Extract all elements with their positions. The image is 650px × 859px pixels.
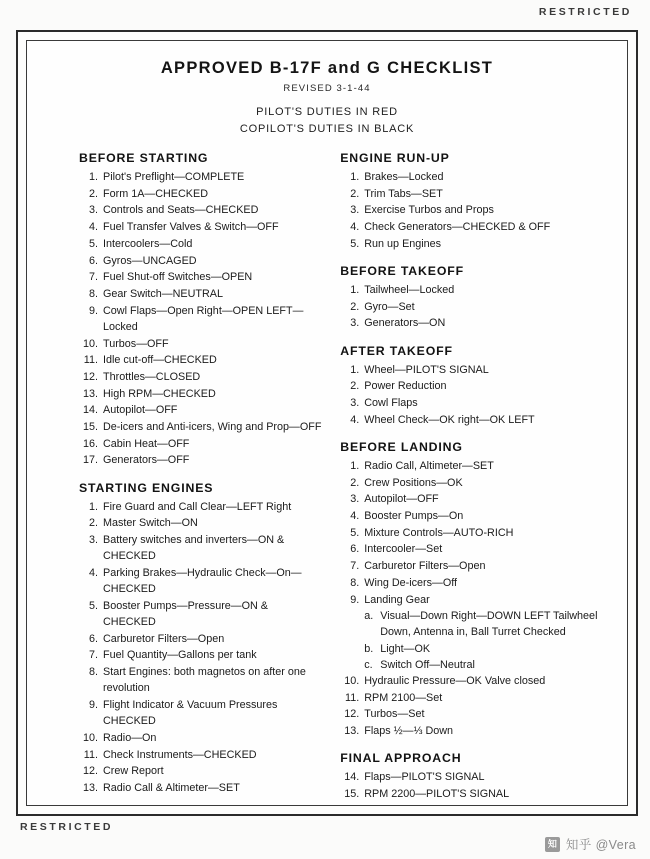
item-number: 11. [83, 354, 98, 367]
checklist-item[interactable] [340, 169, 609, 185]
item-number: 11. [83, 748, 98, 761]
page-title: APPROVED B-17F and G CHECKLIST [160, 59, 494, 77]
subitem-label: b. [364, 642, 374, 655]
restricted-footer: RESTRICTED [20, 821, 114, 833]
item-number: 1. [350, 459, 360, 472]
checklist-item[interactable] [79, 565, 322, 597]
checklist-item[interactable] [340, 706, 609, 722]
item-text: High RPM—CHECKED [103, 387, 216, 400]
item-number: 4. [350, 510, 360, 523]
item-number: 10. [82, 732, 98, 744]
item-number: 4. [88, 566, 98, 579]
item-number: 15. [82, 421, 98, 434]
item-number: 14. [344, 771, 360, 784]
item-text: Autopilot—OFF [364, 493, 439, 506]
item-text: Gear Switch—NEUTRAL [103, 287, 223, 300]
checklist-item[interactable] [79, 532, 322, 564]
item-text: Booster Pumps—On [364, 510, 464, 523]
item-text: Generators—OFF [103, 454, 190, 467]
item-number: 4. [350, 221, 360, 234]
item-text: Flaps—PILOT'S SIGNAL [364, 771, 485, 784]
checklist-item[interactable] [79, 747, 322, 763]
checklist-items [340, 769, 609, 802]
item-text: Parking Brakes—Hydraulic Check—On—CHECKED [103, 566, 302, 596]
item-number: 12. [82, 370, 98, 383]
checklist-item[interactable] [340, 458, 609, 474]
item-number: 2. [350, 476, 360, 489]
item-text: Hydraulic Pressure—OK Valve closed [364, 675, 546, 688]
item-text: Idle cut-off—CHECKED [103, 354, 217, 367]
checklist-item[interactable] [340, 186, 609, 202]
item-number: 5. [350, 526, 360, 539]
item-number: 7. [88, 271, 98, 284]
item-number: 9. [88, 699, 98, 712]
checklist-item[interactable] [79, 697, 322, 729]
checklist-item[interactable] [79, 202, 322, 218]
checklist-item[interactable] [79, 369, 322, 385]
item-number: 17. [82, 454, 98, 467]
watermark [545, 835, 636, 853]
subitem-label: a. [364, 610, 374, 623]
checklist-items [340, 169, 609, 252]
item-number: 8. [88, 287, 98, 300]
checklist-item[interactable] [340, 491, 609, 507]
item-text: Cowl Flaps—Open Right—OPEN LEFT—Locked [103, 304, 304, 333]
item-text: Master Switch—ON [103, 517, 198, 530]
item-text: Intercoolers—Cold [103, 237, 193, 250]
item-number: 3. [350, 317, 360, 330]
subitem-text: Switch Off—Neutral [380, 658, 475, 671]
restricted-header: RESTRICTED [538, 6, 632, 18]
checklist-item[interactable] [79, 352, 322, 368]
subitem-text: Light—OK [380, 642, 431, 655]
item-text: Radio—On [103, 732, 157, 744]
checklist-item[interactable] [79, 631, 322, 647]
checklist-item[interactable] [79, 253, 322, 269]
item-number: 3. [350, 204, 360, 217]
pilot-duties-note: PILOT'S DUTIES IN RED [256, 106, 398, 118]
item-number: 13. [82, 387, 98, 400]
checklist-item[interactable] [79, 780, 322, 796]
item-text: Form 1A—CHECKED [103, 187, 208, 200]
checklist-subitems [340, 608, 609, 673]
checklist-item[interactable] [340, 723, 609, 739]
checklist-item[interactable] [79, 515, 322, 531]
item-number: 1. [350, 363, 360, 376]
item-number: 7. [88, 649, 98, 662]
item-text: Gyros—UNCAGED [103, 254, 197, 267]
checklist-item[interactable] [340, 541, 609, 557]
item-number: 11. [345, 691, 360, 704]
checklist-item[interactable] [340, 315, 609, 331]
item-text: Check Generators—CHECKED & OFF [364, 221, 551, 234]
item-number: 9. [88, 304, 98, 317]
checklist-item[interactable] [340, 575, 609, 591]
checklist-item[interactable] [79, 647, 322, 663]
checklist-items [340, 282, 609, 332]
checklist-item[interactable] [340, 525, 609, 541]
item-text: Turbos—OFF [103, 337, 169, 350]
checklist-item[interactable] [79, 436, 322, 452]
item-number: 2. [88, 517, 98, 530]
checklist-item[interactable] [79, 269, 322, 285]
item-text: Fuel Transfer Valves & Switch—OFF [103, 221, 279, 234]
subitem-text: Visual—Down Right—DOWN LEFT Tailwheel Down, Antenna in, Ball Turret Checked [380, 610, 598, 639]
item-text: Carburetor Filters—Open [364, 560, 486, 573]
checklist-item[interactable] [79, 763, 322, 779]
item-text: Autopilot—OFF [103, 404, 178, 417]
checklist-items [79, 499, 322, 797]
checklist-item[interactable] [79, 419, 322, 435]
checklist-item[interactable] [79, 499, 322, 515]
item-text: De-icers and Anti-icers, Wing and Prop—OFF [103, 421, 322, 434]
item-text: Pilot's Preflight—COMPLETE [103, 171, 245, 183]
checklist-item[interactable] [79, 598, 322, 630]
item-text: Crew Report [103, 765, 164, 778]
checklist-item[interactable] [340, 202, 609, 218]
checklist-subitem[interactable] [364, 608, 609, 640]
checklist-item[interactable] [79, 286, 322, 302]
item-text: Radio Call & Altimeter—SET [103, 782, 240, 795]
item-text: Turbos—Set [364, 708, 425, 721]
item-number: 4. [88, 221, 98, 234]
item-number: 2. [88, 187, 98, 200]
item-text: Fuel Shut-off Switches—OPEN [103, 271, 253, 284]
item-text: Fire Guard and Call Clear—LEFT Right [103, 500, 292, 513]
item-text: Flaps ½—⅓ Down [364, 725, 454, 738]
item-number: 10. [344, 675, 360, 688]
left-column [45, 151, 322, 803]
section-heading: BEFORE STARTING [79, 151, 209, 165]
checklist-item[interactable] [340, 508, 609, 524]
item-number: 3. [88, 534, 98, 547]
item-number: 14. [82, 404, 98, 417]
checklist-item[interactable] [79, 169, 322, 185]
item-number: 15. [344, 788, 360, 801]
checklist-frame-inner [26, 40, 628, 806]
item-number: 13. [344, 725, 360, 738]
checklist-columns [45, 151, 609, 803]
item-text: Flight Indicator & Vacuum Pressures CHECKED [103, 699, 278, 728]
item-number: 5. [88, 237, 98, 250]
item-number: 1. [350, 171, 360, 183]
section-heading: STARTING ENGINES [79, 480, 214, 495]
checklist-item[interactable] [79, 236, 322, 252]
subitem-label: c. [364, 658, 373, 671]
revision-date: REVISED 3-1-44 [283, 83, 371, 94]
item-number: 9. [350, 593, 360, 606]
item-text: Mixture Controls—AUTO-RICH [364, 526, 514, 539]
item-text: RPM 2100—Set [364, 691, 443, 704]
item-text: Controls and Seats—CHECKED [103, 204, 259, 217]
section-heading: AFTER TAKEOFF [340, 343, 453, 358]
checklist-item[interactable] [340, 673, 609, 689]
item-number: 8. [88, 666, 98, 679]
checklist-item[interactable] [340, 282, 609, 298]
section-heading: FINAL APPROACH [340, 751, 462, 766]
item-number: 6. [88, 632, 98, 645]
checklist-item[interactable] [79, 186, 322, 202]
item-number: 1. [88, 171, 98, 183]
item-text: RPM 2200—PILOT'S SIGNAL [364, 788, 510, 801]
item-number: 1. [350, 284, 360, 297]
item-number: 3. [350, 397, 360, 410]
checklist-item[interactable] [340, 219, 609, 235]
checklist-content [27, 41, 627, 805]
item-text: Cabin Heat—OFF [103, 437, 190, 450]
item-text: Trim Tabs—SET [364, 187, 443, 200]
item-number: 5. [350, 237, 360, 250]
checklist-item[interactable] [79, 336, 322, 352]
checklist-item[interactable] [340, 786, 609, 802]
checklist-item[interactable] [79, 219, 322, 235]
item-number: 12. [344, 708, 360, 721]
checklist-item[interactable] [79, 664, 322, 696]
checklist-item[interactable] [79, 730, 322, 746]
item-number: 4. [350, 413, 360, 426]
item-number: 1. [88, 500, 98, 513]
item-text: Cowl Flaps [364, 397, 418, 410]
item-number: 3. [350, 493, 360, 506]
item-number: 2. [350, 300, 360, 313]
checklist-item[interactable] [79, 402, 322, 418]
item-text: Gyro—Set [364, 300, 415, 313]
item-text: Fuel Quantity—Gallons per tank [103, 649, 257, 662]
copilot-duties-note: COPILOT'S DUTIES IN BLACK [239, 123, 415, 135]
checklist-subitem[interactable] [364, 657, 609, 673]
item-number: 8. [350, 576, 360, 589]
item-text: Battery switches and inverters—ON & CHECKED [103, 534, 285, 563]
item-text: Start Engines: both magnetos on after one revolution [103, 666, 306, 695]
section-heading: ENGINE RUN-UP [340, 151, 450, 165]
checklist-items [79, 169, 322, 469]
item-text: Check Instruments—CHECKED [103, 748, 257, 761]
item-text: Landing Gear [364, 593, 430, 606]
item-text: Wheel—PILOT'S SIGNAL [364, 363, 489, 376]
item-text: Exercise Turbos and Props [364, 204, 494, 217]
checklist-frame-outer [16, 30, 638, 816]
section-heading: BEFORE LANDING [340, 439, 463, 454]
item-number: 10. [82, 337, 98, 350]
right-column [332, 151, 609, 803]
item-text: Intercooler—Set [364, 543, 443, 556]
item-number: 2. [350, 380, 360, 393]
item-text: Throttles—CLOSED [103, 370, 201, 383]
checklist-item[interactable] [340, 769, 609, 785]
item-number: 7. [350, 560, 360, 573]
item-text: Run up Engines [364, 237, 442, 250]
item-text: Booster Pumps—Pressure—ON & CHECKED [103, 599, 269, 629]
checklist-item[interactable] [340, 395, 609, 411]
item-number: 6. [88, 254, 98, 267]
item-number: 16. [82, 437, 98, 450]
checklist-item[interactable] [79, 303, 322, 335]
checklist-item[interactable] [340, 475, 609, 491]
watermark-text: 知乎 @Vera [565, 838, 636, 852]
item-text: Wheel Check—OK right—OK LEFT [364, 413, 535, 426]
checklist-item[interactable] [340, 236, 609, 252]
item-text: Brakes—Locked [364, 171, 444, 183]
checklist-item[interactable] [340, 299, 609, 315]
checklist-item[interactable] [340, 362, 609, 378]
item-text: Crew Positions—OK [364, 476, 463, 489]
checklist-item[interactable] [340, 592, 609, 608]
item-number: 6. [350, 543, 360, 556]
item-text: Radio Call, Altimeter—SET [364, 459, 494, 472]
checklist-item[interactable] [340, 558, 609, 574]
item-text: Tailwheel—Locked [364, 284, 455, 297]
item-text: Power Reduction [364, 380, 447, 393]
item-number: 5. [88, 599, 98, 612]
checklist-item[interactable] [340, 378, 609, 394]
checklist-subitem[interactable] [364, 641, 609, 657]
checklist-item[interactable] [340, 412, 609, 428]
item-text: Carburetor Filters—Open [103, 632, 225, 645]
item-number: 3. [88, 204, 98, 217]
item-number: 13. [82, 782, 98, 795]
checklist-items [340, 458, 609, 739]
checklist-item[interactable] [79, 386, 322, 402]
checklist-item[interactable] [340, 690, 609, 706]
item-text: Wing De-icers—Off [364, 576, 458, 589]
section-heading: BEFORE TAKEOFF [340, 264, 464, 279]
item-number: 12. [82, 765, 98, 778]
item-number: 2. [350, 187, 360, 200]
watermark-logo-icon: 知 [545, 837, 560, 852]
item-text: Generators—ON [364, 317, 446, 330]
checklist-item[interactable] [79, 452, 322, 468]
checklist-items [340, 362, 609, 428]
